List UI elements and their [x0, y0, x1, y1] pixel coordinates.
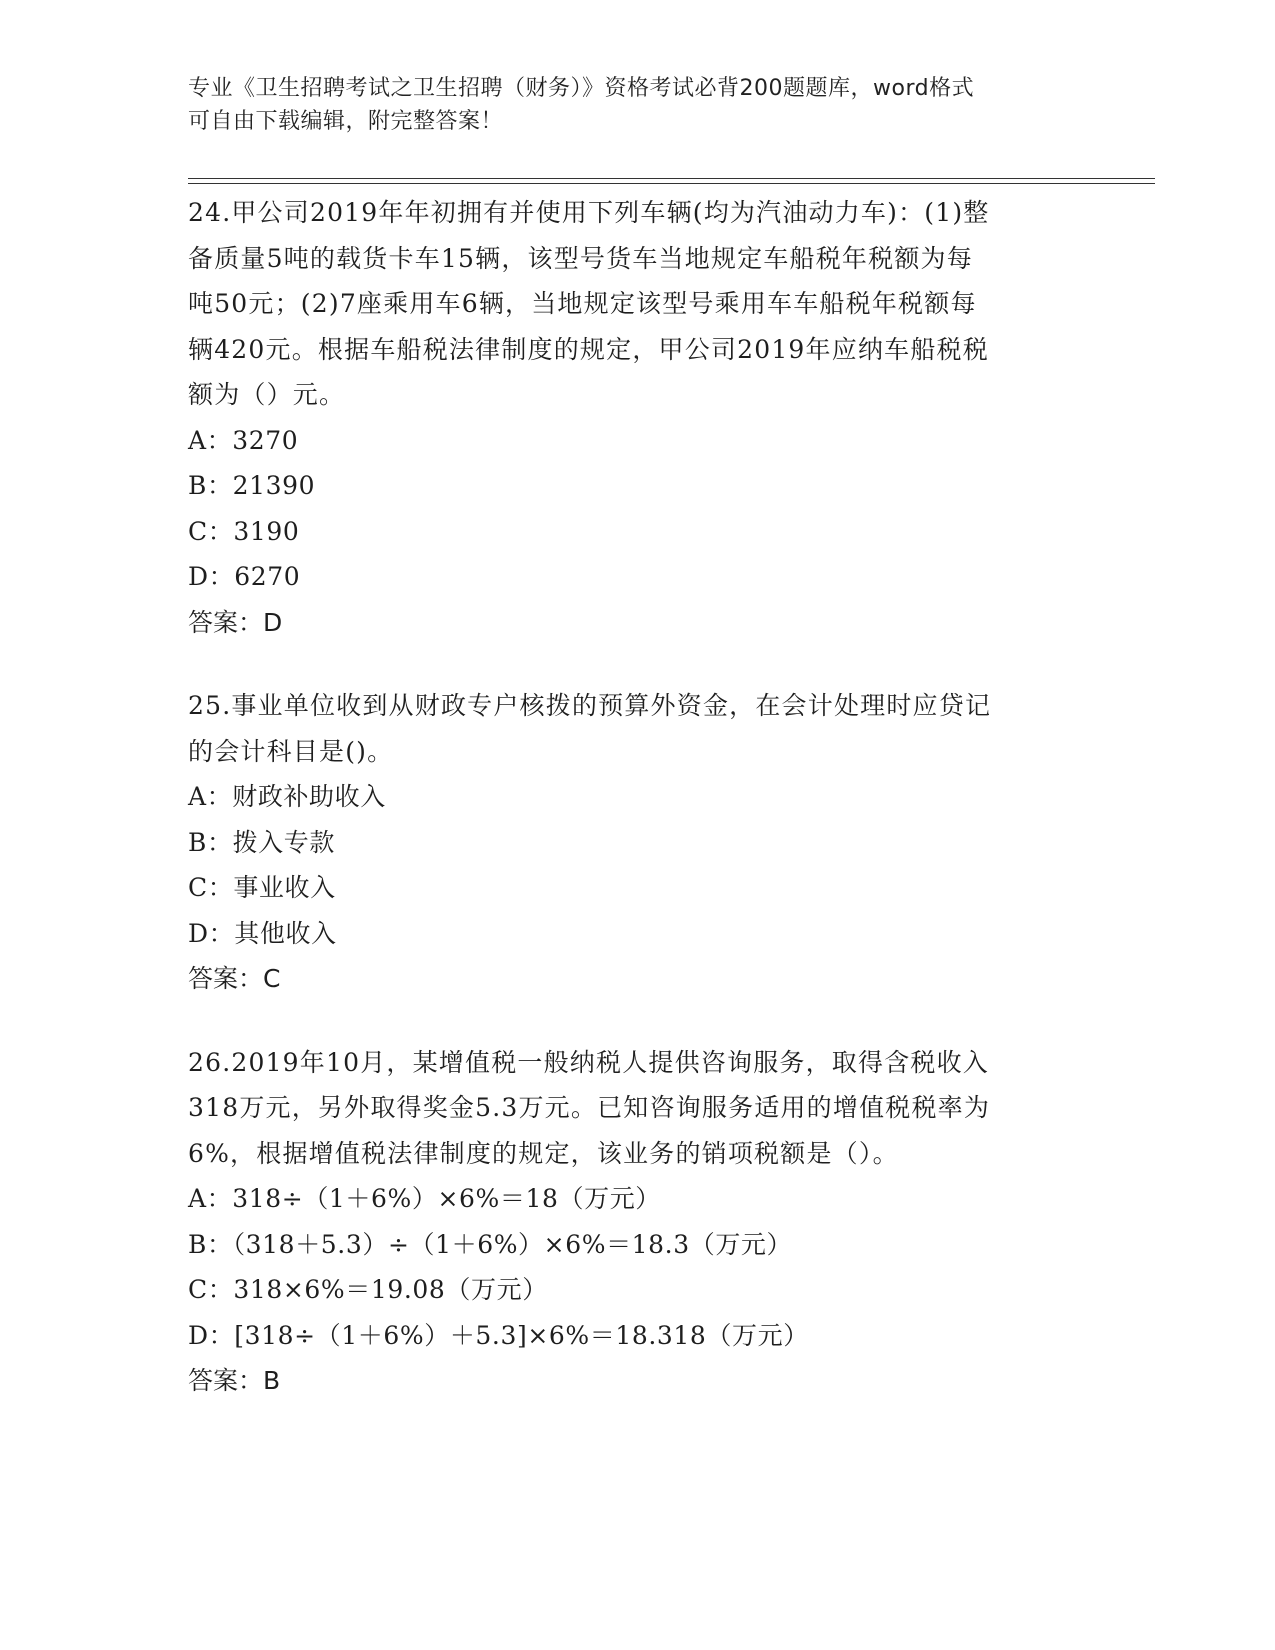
header-line-1: 专业《卫生招聘考试之卫生招聘（财务）》资格考试必背200题题库，word格式 — [188, 76, 975, 101]
header-divider-bottom — [188, 183, 1155, 184]
answer: 答案：B — [188, 1366, 281, 1395]
question-25 — [188, 683, 1088, 1002]
option-c: C：事业收入 — [188, 873, 336, 902]
option-b: B：拨入专款 — [188, 827, 335, 857]
question-text — [188, 683, 1088, 774]
option-a: A：财政补助收入 — [188, 782, 386, 811]
question-text-line: 备质量5吨的载货卡车15辆，该型号货车当地规定车船税年税额为每 — [188, 243, 973, 273]
answer: 答案：D — [188, 607, 283, 637]
option-a: A：3270 — [188, 425, 299, 455]
header-line-2: 可自由下载编辑，附完整答案！ — [188, 109, 504, 134]
option-c: C：318×6%＝19.08（万元） — [188, 1275, 548, 1304]
question-text — [188, 190, 1088, 418]
question-text-line: 26.2019年10月，某增值税一般纳税人提供咨询服务，取得含税收入 — [188, 1047, 989, 1077]
question-24 — [188, 190, 1088, 645]
question-text-line: 318万元，另外取得奖金5.3万元。已知咨询服务适用的增值税税率为 — [188, 1093, 991, 1122]
question-text-line: 额为（）元。 — [188, 380, 346, 409]
option-c: C：3190 — [188, 516, 300, 546]
question-26 — [188, 1040, 1088, 1404]
option-a: A：318÷（1＋6%）×6%＝18（万元） — [188, 1184, 661, 1213]
option-b: B：21390 — [188, 471, 316, 500]
question-text — [188, 1040, 1088, 1177]
question-text-line: 24.甲公司2019年年初拥有并使用下列车辆(均为汽油动力车)：(1)整 — [188, 198, 990, 227]
option-b: B：（318＋5.3）÷（1＋6%）×6%＝18.3（万元） — [188, 1229, 793, 1259]
question-text-line: 的会计科目是()。 — [188, 736, 394, 766]
option-d: D：其他收入 — [188, 918, 337, 948]
question-text-line: 6%，根据增值税法律制度的规定，该业务的销项税额是（）。 — [188, 1138, 899, 1168]
question-text-line: 25.事业单位收到从财政专户核拨的预算外资金，在会计处理时应贷记 — [188, 691, 992, 720]
option-d: D：6270 — [188, 562, 301, 591]
question-text-line: 吨50元；(2)7座乘用车6辆，当地规定该型号乘用车车船税年税额每 — [188, 289, 977, 318]
question-list — [188, 190, 1088, 1442]
option-d: D：[318÷（1＋6%）＋5.3]×6%＝18.318（万元） — [188, 1320, 809, 1350]
answer: 答案：C — [188, 964, 281, 993]
question-text-line: 辆420元。根据车船税法律制度的规定，甲公司2019年应纳车船税税 — [188, 334, 989, 364]
document-header — [188, 72, 1068, 138]
header-divider-top — [188, 178, 1155, 179]
